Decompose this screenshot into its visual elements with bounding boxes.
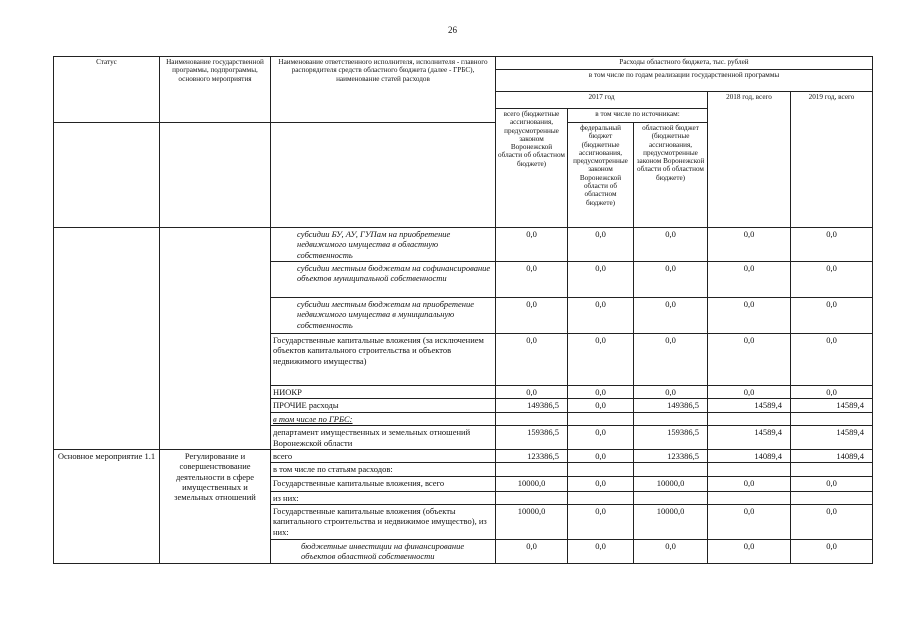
event-name: Регулирование и совершенствование деятельности в сфере имущественных и земельных отношений: [160, 449, 271, 563]
header-federal: федеральный бюджет (бюджетные ассигнования, предусмотренные законом Воронежской области об областном бюджете): [568, 123, 634, 228]
row-label: субсидии местным бюджетам на софинансирование объектов муниципальной собственности: [271, 262, 496, 298]
row-label: ПРОЧИЕ расходы: [271, 399, 496, 412]
row-label: Государственные капитальные вложения (объекты капитального строительства и недвижимое имущество), из них:: [271, 504, 496, 539]
header-year-2017: 2017 год: [496, 92, 708, 109]
header-executor-name: Наименование ответственного исполнителя, исполнителя - главного распорядителя средств областного бюджета (далее - ГРБС), наименование статей расходов: [271, 57, 496, 123]
header-program-name: Наименование государственной программы, подпрограммы, основного мероприятия: [160, 57, 271, 123]
row-label: в том числе по статьям расходов:: [271, 463, 496, 476]
row-label: в том числе по ГРБС:: [271, 412, 496, 425]
row-label: из них:: [271, 491, 496, 504]
row-label: субсидии БУ, АУ, ГУПам на приобретение недвижимого имущества в областную собственность: [271, 228, 496, 262]
row-label: бюджетные инвестиции на финансирование объектов областной собственности: [271, 539, 496, 563]
page-number: 26: [448, 25, 457, 35]
row-label: Государственные капитальные вложения (за исключением объектов капитального строительства и объектов недвижимого имущества): [271, 334, 496, 386]
row-label: Государственные капитальные вложения, всего: [271, 476, 496, 491]
header-regional: областной бюджет (бюджетные ассигнования, предусмотренные законом Воронежской области об областном бюджете): [634, 123, 708, 228]
header-by-sources: в том числе по источникам:: [568, 109, 708, 123]
header-by-years: в том числе по годам реализации государственной программы: [496, 70, 873, 92]
header-total: всего (бюджетные ассигнования, предусмотренные законом Воронежской области об областном бюджете): [496, 109, 568, 228]
header-year-2019: 2019 год, всего: [791, 92, 873, 228]
header-year-2018: 2018 год, всего: [708, 92, 791, 228]
header-status: Статус: [54, 57, 160, 123]
row-label: департамент имущественных и земельных отношений Воронежской области: [271, 426, 496, 450]
budget-table: Статус Наименование государственной программы, подпрограммы, основного мероприятия Наименование ответственного исполнителя, исполнителя - главного распорядителя средств областного бюджета (далее - ГРБС), наименование статей расходов Расходы областного бюджета, тыс. рублей в том числе по годам реализации государственной программы 2017 год 2018 год, всего 2019 год, всего всего (бюджетные ассигнования, предусмотренные законом Воронежской области об областном бюджете) в том числе по источникам: федеральный бюджет (бюджетные ассигнования, предусмотренные законом Воронежской области об областном бюджете) областной бюджет (бюджетные ассигнования, предусмотренные законом Воронежской области об областном бюджете) субсидии БУ, АУ, ГУПам на приобретение недвижимого имущества в областную собственность 0,0 0,0 0,0 0,0 0,0 субсидии местным бюджетам на софинансирование объектов муниципальной собственности 0,0 0,0 0,0 0,0 0,0 субсидии местным бюджетам на приобретение недвижимого имущества в муниципальную собственность 0,0 0,0 0,0 0,0 0,0 Государственные капитальные вложения (за исключением объектов капитального строительства и объектов недвижимого имущества) 0,0 0,0 0,0 0,0 0,0 НИОКР 0,0 0,0 0,0 0,0 0,0 ПРОЧИЕ расходы 149386,5 0,0 149386,5 14589,4 14589,4 в том числе по ГРБС: департамент имущественных и земельных отношений Воронежской области 159386,5 0,0 159386,5 14589,4 14589,4 Основное мероприятие 1.1 Регулирование и совершенствование деятельности в сфере имущественных и земельных отношений всего 123386,5 0,0 123386,5 14089,4 14089,4 в том числе по статьям расходов: Государственные капитальные вложения, всего 10000,0 0,0 10000,0 0,0 0,0 из них: Государственные капитальные вложения (объекты капитального строительства и недвижимое имущество), из них: 10000,0 0,0 10000,0 0,0 0,0 бюджетные инвестиции на финансирование объектов областной собственности 0,0 0,0 0,0 0,0 0,0: [53, 56, 873, 564]
row-label: всего: [271, 449, 496, 462]
row-label: НИОКР: [271, 386, 496, 399]
row-label: субсидии местным бюджетам на приобретение недвижимого имущества в муниципальную собственность: [271, 298, 496, 334]
event-status: Основное мероприятие 1.1: [54, 449, 160, 563]
header-expenses: Расходы областного бюджета, тыс. рублей: [496, 57, 873, 70]
